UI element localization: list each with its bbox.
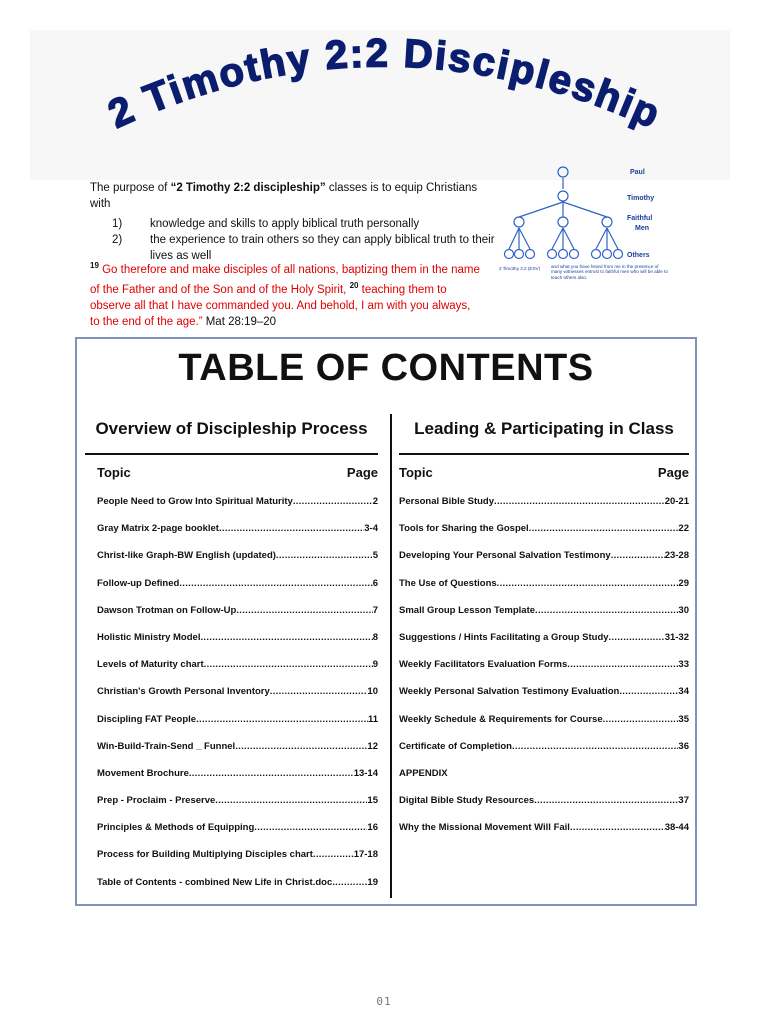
title-banner [30, 30, 730, 180]
dot-leader [619, 686, 678, 697]
dot-leader [512, 741, 678, 752]
toc-page: 12 [367, 740, 378, 752]
toc-topic: Win-Build-Train-Send _ Funnel [97, 740, 236, 752]
toc-topic: Digital Bible Study Resources [399, 795, 535, 807]
purpose-section [90, 180, 500, 264]
dot-leader [219, 523, 364, 534]
scripture-reference: Mat 28:19–20 [202, 315, 277, 328]
toc-page: 20-21 [664, 496, 689, 507]
toc-topic: The Use of Questions [399, 577, 497, 589]
toc-page: 36 [678, 740, 689, 752]
left-column-header: Topic Page [97, 465, 378, 480]
dot-leader [200, 632, 372, 643]
left-column-heading: Overview of Discipleship Process [95, 419, 368, 438]
toc-row [85, 578, 378, 605]
toc-topic: Christian's Growth Personal Inventory [97, 686, 270, 698]
toc-row [85, 496, 378, 523]
toc-row [399, 768, 689, 795]
toc-page: 29 [678, 577, 689, 589]
toc-topic: Prep - Proclaim - Preserve [97, 795, 216, 807]
banner-title: 2 Timothy 2:2 Discipleship [101, 31, 668, 138]
tree-caption-text: and what you have heard from me in the presence of many witnesses entrust to faithful men who will be able to teach others also. [551, 264, 668, 280]
toc-page: 22 [678, 523, 689, 535]
toc-page: 31-32 [664, 631, 689, 643]
dot-leader [293, 496, 373, 507]
toc-topic: Process for Building Multiplying Disciples chart [97, 849, 313, 861]
right-heading-rule [399, 453, 689, 455]
toc-row [85, 822, 378, 849]
toc-topic: Certificate of Completion [399, 740, 512, 752]
toc-page: 7 [372, 604, 378, 616]
dot-leader [609, 632, 665, 643]
toc-row [85, 877, 378, 904]
toc-topic: APPENDIX [399, 767, 448, 779]
right-column-heading: Leading & Participating in Class [414, 419, 674, 438]
toc-row [85, 795, 378, 822]
toc-row [85, 686, 378, 713]
toc-topic: Movement Brochure [97, 767, 189, 779]
toc-page: 17-18 [353, 849, 378, 861]
toc-topic: Small Group Lesson Template [399, 604, 536, 616]
dot-leader [236, 605, 372, 616]
toc-row [399, 741, 689, 768]
toc-page: 3-4 [364, 523, 378, 535]
dot-leader [494, 496, 665, 507]
toc-page: 16 [367, 822, 378, 834]
toc-row [85, 741, 378, 768]
toc-topic: Christ-like Graph-BW English (updated) [97, 550, 276, 562]
toc-row [399, 686, 689, 713]
purpose-intro: The purpose of “2 Timothy 2:2 discipleship” classes is to equip Christians with [90, 182, 478, 210]
toc-row [85, 659, 378, 686]
page-number: 01 [376, 995, 392, 1008]
toc-topic: Dawson Trotman on Follow-Up [97, 604, 237, 616]
dot-leader [313, 849, 354, 860]
toc-topic: Table of Contents - combined New Life in Christ.doc [97, 876, 333, 888]
tree-label-paul: Paul [630, 169, 645, 176]
toc-row [85, 714, 378, 741]
dot-leader [196, 714, 368, 725]
toc-title: TABLE OF CONTENTS [178, 347, 594, 389]
toc-row [399, 523, 689, 550]
toc-page: 6 [372, 577, 378, 589]
toc-topic: Developing Your Personal Salvation Testimony [399, 550, 611, 562]
toc-row [85, 523, 378, 550]
purpose-item: 1) knowledge and skills to apply biblical truth personally [112, 218, 420, 230]
banner-arc-title [30, 30, 730, 180]
dot-leader [603, 714, 679, 725]
toc-left-column [85, 419, 378, 904]
toc-page: 33 [678, 659, 689, 671]
toc-row [399, 795, 689, 822]
dot-leader [332, 877, 367, 888]
toc-topic: Why the Missional Movement Will Fail [399, 822, 570, 834]
dot-leader [189, 768, 354, 779]
toc-topic: Holistic Ministry Model [97, 631, 201, 643]
toc-topic: Discipling FAT People [97, 713, 197, 725]
toc-topic: Weekly Schedule & Requirements for Course [399, 713, 603, 725]
toc-page: 37 [678, 795, 689, 807]
toc-row [85, 849, 378, 876]
toc-page: 30 [678, 604, 689, 616]
toc-page: 19 [367, 876, 378, 888]
svg-text:2 Timothy 2:2 Discipleship [102, 31, 668, 137]
toc-topic: Follow-up Defined [97, 577, 180, 589]
toc-row [399, 659, 689, 686]
toc-page: 34 [678, 686, 689, 698]
toc-page: 13-14 [353, 767, 378, 779]
toc-row [85, 632, 378, 659]
toc-topic: Tools for Sharing the Gospel [399, 523, 529, 535]
toc-page: 15 [367, 795, 378, 807]
dot-leader [611, 550, 665, 561]
toc-row [399, 632, 689, 659]
toc-row [399, 605, 689, 632]
toc-topic: Weekly Personal Salvation Testimony Evaluation [399, 686, 620, 698]
toc-row [399, 550, 689, 577]
dot-leader [535, 605, 678, 616]
dot-leader [270, 686, 368, 697]
column-divider [390, 414, 392, 898]
toc-page: 10 [367, 686, 378, 698]
dot-leader [529, 523, 679, 534]
dot-leader [534, 795, 678, 806]
toc-page: 11 [367, 713, 378, 725]
toc-row [85, 605, 378, 632]
toc-row [399, 822, 689, 849]
tree-caption-ref: 2 Timothy 2:2 (ESV) [499, 266, 541, 271]
dot-leader [497, 578, 679, 589]
toc-right-column [399, 419, 689, 849]
purpose-item: 2) the experience to train others so they can apply biblical truth to their lives as well [112, 234, 495, 262]
toc-topic: Personal Bible Study [399, 496, 495, 507]
multiplication-tree-diagram [495, 162, 695, 292]
tree-label-men: Men [635, 225, 649, 232]
dot-leader [570, 822, 665, 833]
toc-topic: Weekly Facilitators Evaluation Forms [399, 659, 568, 671]
dot-leader [276, 550, 373, 561]
toc-row [399, 578, 689, 605]
toc-topic: Suggestions / Hints Facilitating a Group Study [399, 631, 609, 643]
tree-label-faithful: Faithful [627, 215, 653, 222]
toc-page: 35 [678, 713, 689, 725]
dot-leader [567, 659, 678, 670]
dot-leader [179, 578, 372, 589]
dot-leader [204, 659, 373, 670]
toc-topic: Gray Matrix 2-page booklet [97, 523, 219, 535]
toc-row [399, 496, 689, 523]
toc-topic: People Need to Grow Into Spiritual Maturity [97, 496, 293, 507]
toc-row [85, 768, 378, 795]
toc-topic: Levels of Maturity chart [97, 659, 204, 671]
table-of-contents [75, 337, 697, 906]
dot-leader [215, 795, 367, 806]
dot-leader [254, 822, 367, 833]
toc-row [85, 550, 378, 577]
tree-label-timothy: Timothy [627, 195, 655, 202]
toc-row [399, 714, 689, 741]
right-toc-rows [399, 496, 689, 849]
toc-page: 23-28 [664, 550, 689, 562]
left-heading-rule [85, 453, 378, 455]
left-toc-rows [85, 496, 378, 904]
toc-page: 8 [372, 631, 378, 643]
toc-page: 9 [372, 659, 378, 671]
purpose-list [90, 216, 500, 264]
toc-page: 2 [372, 496, 378, 507]
right-column-header: Topic Page [399, 465, 689, 480]
toc-page: 38-44 [664, 822, 689, 834]
scripture-quote: $^{19}$ Go therefore and make disciples of all nations, baptizing them in the name of the Father and of the Son and of the Holy Spirit, $^{20}$ teaching them to observe all that I have commanded you. And behold, I am with you always, to the end of the age.” Mat 28:19–20 [90, 261, 480, 328]
toc-topic: Principles & Methods of Equipping [97, 822, 255, 834]
tree-label-others: Others [627, 252, 650, 259]
dot-leader [235, 741, 367, 752]
toc-page: 5 [372, 550, 378, 562]
